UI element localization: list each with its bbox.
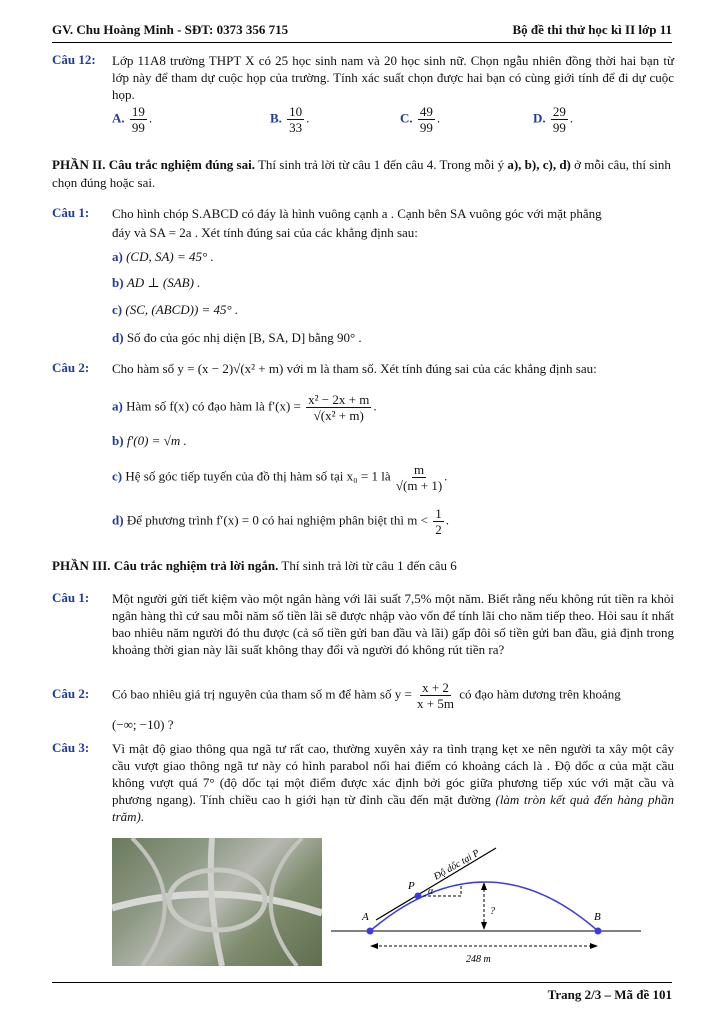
- part3-heading: PHẦN III. Câu trắc nghiệm trả lời ngắn. Thí sinh trả lời từ câu 1 đến câu 6: [52, 558, 457, 573]
- q12-option-d: D. $\frac{29}{99}$ .: [533, 104, 574, 135]
- p2q1-c: c) (SC, (ABCD)) = 45° .: [112, 302, 239, 317]
- q12-label: Câu 12:: [52, 52, 96, 67]
- q12-option-a: A. $\frac{19}{99}$ .: [112, 104, 153, 135]
- p2q1-d: d) Số đo của góc nhị diện [B, SA, D] bằng 90° .: [112, 330, 362, 345]
- p2q2-b: b) f′(0) = √m .: [112, 433, 187, 448]
- p2q1-label: Câu 1:: [52, 205, 90, 220]
- point-a-label: A: [362, 911, 369, 923]
- p3q2-label: Câu 2:: [52, 686, 90, 701]
- distance-label: 248 m: [466, 954, 491, 965]
- q12-option-b: B. $\frac{10}{33}$ .: [270, 104, 310, 135]
- header-author: GV. Chu Hoàng Minh - SĐT: 0373 356 715: [52, 22, 289, 37]
- p3q1-label: Câu 1:: [52, 590, 90, 605]
- p2q2-a: a) Hàm số f(x) có đạo hàm là f′(x) = $\frac{\text{x² − 2x + m}}{\text{√(x² + m)}}$ .: [112, 392, 377, 423]
- p2q1-a: a) (CD, SA) = 45° .: [112, 249, 214, 264]
- p2q2-c: c) Hệ số góc tiếp tuyến của đồ thị hàm số tại x₀ = 1 là $\frac{m}{√(m + 1)}$ .: [112, 462, 448, 493]
- p3q2-interval: (−∞; −10) ?: [112, 717, 174, 732]
- page-header: [52, 22, 672, 40]
- page-footer: Trang 2/3 – Mã đề 101: [547, 987, 672, 1002]
- header-title: Bộ đề thi thử học kì II lớp 11: [512, 22, 672, 37]
- p3q3-label: Câu 3:: [52, 740, 90, 755]
- point-b-label: B: [594, 911, 601, 923]
- p2q1-line1: Cho hình chóp S.ABCD có đáy là hình vuông cạnh a . Cạnh bên SA vuông góc với mặt phẳng: [112, 206, 602, 221]
- q12-text: Lớp 11A8 trường THPT X có 25 học sinh nam và 20 học sinh nữ. Chọn ngẫu nhiên đồng thời hai bạn từ lớp này để tham dự cuộc họp của trường. Tính xác suất chọn được hai bạn có cùng giới tính để đi dự cuộc họp.: [112, 53, 674, 102]
- p3q2-text: Có bao nhiêu giá trị nguyên của tham số m để hàm số y = $\frac{x + 2}{x + 5m}$ có đạo hàm dương trên khoảng: [112, 680, 621, 711]
- bridge-diagram: [326, 838, 646, 970]
- p2q1-b: b) AD ⊥ (SAB) .: [112, 275, 201, 290]
- footer-rule: [52, 982, 672, 983]
- point-p-label: P: [408, 880, 415, 892]
- p2q2-label: Câu 2:: [52, 360, 90, 375]
- part2-heading: PHẦN II. Câu trắc nghiệm đúng sai. Thí sinh trả lời từ câu 1 đến câu 4. Trong mỗi ý a), b), c), d) ở mỗi câu, thí sinh chọn đúng hoặc sai.: [52, 157, 671, 190]
- slope-label: Độ dốc tại P: [432, 847, 482, 883]
- interchange-photo: [112, 838, 322, 966]
- alpha-label: α: [428, 886, 434, 897]
- p2q2-text: Cho hàm số y = (x − 2)√(x² + m) với m là tham số. Xét tính đúng sai của các khẳng định sau:: [112, 361, 597, 376]
- p3q1-text: Một người gửi tiết kiệm vào một ngân hàng với lãi suất 7,5% một năm. Biết rằng nếu không rút tiền ra khỏi ngân hàng thì cứ sau mỗi năm số tiền lãi sẽ được nhập vào vốn để tính lãi cho năm tiếp theo. Hỏi sau ít nhất bao nhiêu năm người đó thu được (cả số tiền gửi ban đầu và lãi) gấp đôi số tiền gửi ban đầu, giả định trong khoảng thời gian này lãi suất không thay đổi và người đó không rút tiền ra?: [112, 591, 674, 657]
- header-rule: [52, 42, 672, 43]
- p2q2-d: d) Để phương trình f′(x) = 0 có hai nghiệm phân biệt thì m < $\frac{1}{2}$ .: [112, 506, 449, 537]
- height-unknown-label: ?: [490, 906, 495, 917]
- p3q3-text: Vì mật độ giao thông qua ngã tư rất cao, thường xuyên xảy ra tình trạng kẹt xe nên người ta xây một cây cầu vượt giao thông ngã tư này có hình parabol nối hai điểm có khoảng cách là . Độ dốc α của mặt cầu không vượt quá 7° (độ dốc tại một điểm được xác định bởi góc giữa phương tiếp xúc với mặt cầu và phương ngang). Tính chiều cao h giới hạn từ đỉnh cầu đến mặt đường (làm tròn kết quả đến hàng phần trăm).: [112, 741, 674, 824]
- p2q1-line2: đáy và SA = 2a . Xét tính đúng sai của các khẳng định sau:: [112, 225, 418, 240]
- q12-option-c: C. $\frac{49}{99}$ .: [400, 104, 441, 135]
